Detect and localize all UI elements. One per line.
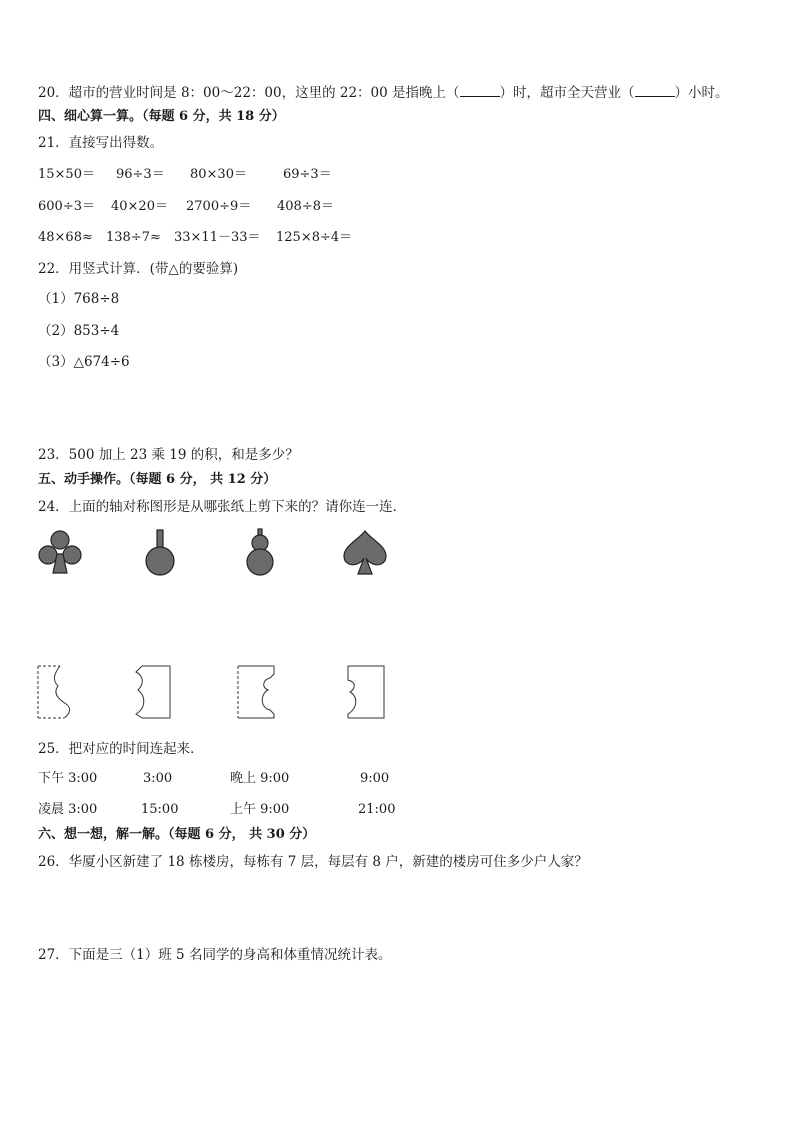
time-item: 21:00: [358, 802, 396, 817]
gourd-shape-icon: [240, 528, 280, 578]
calc-item: 33×11－33＝: [174, 230, 261, 245]
answer-blank-2[interactable]: [635, 84, 675, 97]
time-item: 15:00: [141, 802, 179, 817]
calc-item: 69÷3＝: [283, 167, 332, 182]
question-26: 26．华厦小区新建了 18 栋楼房，每栋有 7 层，每层有 8 户，新建的楼房可住多少户人家？: [38, 854, 588, 870]
calc-item: 40×20＝: [111, 199, 168, 214]
question-27: 27．下面是三（1）班 5 名同学的身高和体重情况统计表。: [38, 947, 392, 963]
question-21-title: 21．直接写出得数。: [38, 135, 164, 151]
calc-item: 15×50＝: [38, 167, 95, 182]
calc-item: 600÷3＝: [38, 199, 95, 214]
calc-item: 408÷8＝: [277, 199, 334, 214]
calc-item: 48×68≈: [38, 230, 93, 245]
calc-item: 80×30＝: [190, 167, 247, 182]
question-20: [38, 84, 729, 102]
time-item: 下午 3:00: [38, 771, 98, 786]
time-item: 晚上 9:00: [230, 771, 290, 786]
question-24-title: 24．上面的轴对称图形是从哪张纸上剪下来的？请你连一连．: [38, 499, 407, 515]
question-22-title: 22．用竖式计算．(带△的要验算): [38, 261, 239, 277]
cut-paper-icon: [36, 664, 78, 720]
section-5-heading: 五、动手操作。（每题 6 分， 共 12 分）: [38, 472, 277, 487]
cut-paper-icon: [344, 664, 388, 720]
answer-blank-1[interactable]: [460, 84, 500, 97]
calc-item: 138÷7≈: [106, 230, 161, 245]
q22-item-2: （2）853÷4: [38, 323, 120, 339]
q20-text-3: ）小时。: [674, 85, 729, 101]
q22-item-1: （1）768÷8: [38, 291, 120, 307]
q20-text-2: ）时，超市全天营业（: [499, 85, 635, 101]
time-item: 3:00: [143, 771, 173, 786]
question-25-title: 25．把对应的时间连起来．: [38, 741, 204, 757]
cut-paper-icon: [236, 664, 278, 720]
bottle-shape-icon: [140, 528, 180, 578]
time-item: 凌晨 3:00: [38, 802, 98, 817]
time-item: 9:00: [360, 771, 390, 786]
calc-item: 125×8÷4＝: [276, 230, 353, 245]
calc-item: 96÷3＝: [116, 167, 165, 182]
section-4-heading: 四、细心算一算。（每题 6 分，共 18 分）: [38, 109, 285, 124]
spade-shape-icon: [340, 528, 390, 578]
club-shape-icon: [36, 528, 84, 578]
cut-paper-icon: [132, 664, 174, 720]
q22-item-3: （3）△674÷6: [38, 354, 130, 370]
question-23: 23．500 加上 23 乘 19 的积，和是多少？: [38, 447, 299, 463]
section-6-heading: 六、想一想，解一解。（每题 6 分， 共 30 分）: [38, 827, 316, 842]
q20-text-1: 20．超市的营业时间是 8：00～22：00，这里的 22：00 是指晚上（: [38, 85, 460, 101]
time-item: 上午 9:00: [230, 802, 290, 817]
calc-item: 2700÷9＝: [186, 199, 252, 214]
